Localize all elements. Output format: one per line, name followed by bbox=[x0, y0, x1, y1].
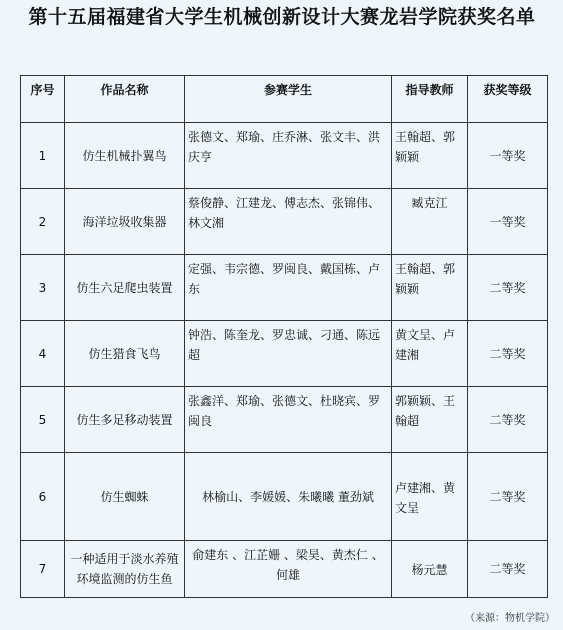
work-name-cell: 海洋垃圾收集器 bbox=[65, 189, 185, 255]
page-title: 第十五届福建省大学生机械创新设计大赛龙岩学院获奖名单 bbox=[28, 6, 536, 28]
header-teacher: 指导教师 bbox=[392, 76, 468, 123]
teacher-cell: 王翰超、郭颖颖 bbox=[392, 123, 468, 189]
source-note: （来源：物机学院） bbox=[465, 613, 555, 624]
header-seq: 序号 bbox=[21, 76, 65, 123]
work-name-cell: 仿生蜘蛛 bbox=[65, 453, 185, 541]
table-row bbox=[21, 541, 548, 598]
teacher-cell: 臧克江 bbox=[392, 189, 468, 255]
students-cell: 俞建东 、江芷姗 、梁昊、黄杰仁 、何雄 bbox=[185, 541, 392, 598]
table-row bbox=[21, 189, 548, 255]
work-name-cell: 仿生六足爬虫装置 bbox=[65, 255, 185, 321]
table-row bbox=[21, 387, 548, 453]
header-work-name: 作品名称 bbox=[65, 76, 185, 123]
seq-cell: 2 bbox=[21, 189, 65, 255]
work-name-cell: 一种适用于淡水养殖环境监测的仿生鱼 bbox=[65, 541, 185, 598]
table-row bbox=[21, 321, 548, 387]
seq-cell: 1 bbox=[21, 123, 65, 189]
table-row bbox=[21, 123, 548, 189]
header-students: 参赛学生 bbox=[185, 76, 392, 123]
header-award-level: 获奖等级 bbox=[468, 76, 548, 123]
award-level-cell: 二等奖 bbox=[468, 255, 548, 321]
work-name-cell: 仿生猎食飞鸟 bbox=[65, 321, 185, 387]
seq-cell: 4 bbox=[21, 321, 65, 387]
work-name-cell: 仿生机械扑翼鸟 bbox=[65, 123, 185, 189]
awards-table bbox=[20, 75, 548, 598]
students-cell: 张德文、郑瑜、庄乔淋、张文丰、洪庆亨 bbox=[185, 123, 392, 189]
table-row bbox=[21, 453, 548, 541]
award-level-cell: 二等奖 bbox=[468, 541, 548, 598]
teacher-cell: 杨元慧 bbox=[392, 541, 468, 598]
students-cell: 钟浩、陈奎龙、罗忠诚、刁通、陈远超 bbox=[185, 321, 392, 387]
teacher-cell: 郭颖颖、王翰超 bbox=[392, 387, 468, 453]
teacher-cell: 卢建湘、黄文呈 bbox=[392, 453, 468, 541]
work-name-cell: 仿生多足移动装置 bbox=[65, 387, 185, 453]
seq-cell: 5 bbox=[21, 387, 65, 453]
award-level-cell: 二等奖 bbox=[468, 387, 548, 453]
students-cell: 张鑫洋、郑瑜、张德文、杜晓宾、罗闽良 bbox=[185, 387, 392, 453]
teacher-cell: 王翰超、郭颖颖 bbox=[392, 255, 468, 321]
seq-cell: 6 bbox=[21, 453, 65, 541]
students-cell: 定强、韦宗德、罗闽良、戴国栋、卢东 bbox=[185, 255, 392, 321]
seq-cell: 3 bbox=[21, 255, 65, 321]
award-level-cell: 二等奖 bbox=[468, 321, 548, 387]
award-level-cell: 一等奖 bbox=[468, 189, 548, 255]
seq-cell: 7 bbox=[21, 541, 65, 598]
table-row bbox=[21, 255, 548, 321]
award-level-cell: 二等奖 bbox=[468, 453, 548, 541]
students-cell: 蔡俊静、江建龙、傅志杰、张锦伟、林文湘 bbox=[185, 189, 392, 255]
table-header-row bbox=[21, 76, 548, 123]
teacher-cell: 黄文呈、卢建湘 bbox=[392, 321, 468, 387]
award-level-cell: 一等奖 bbox=[468, 123, 548, 189]
students-cell: 林榆山、李媛媛、朱曦曦 董劲斌 bbox=[185, 453, 392, 541]
